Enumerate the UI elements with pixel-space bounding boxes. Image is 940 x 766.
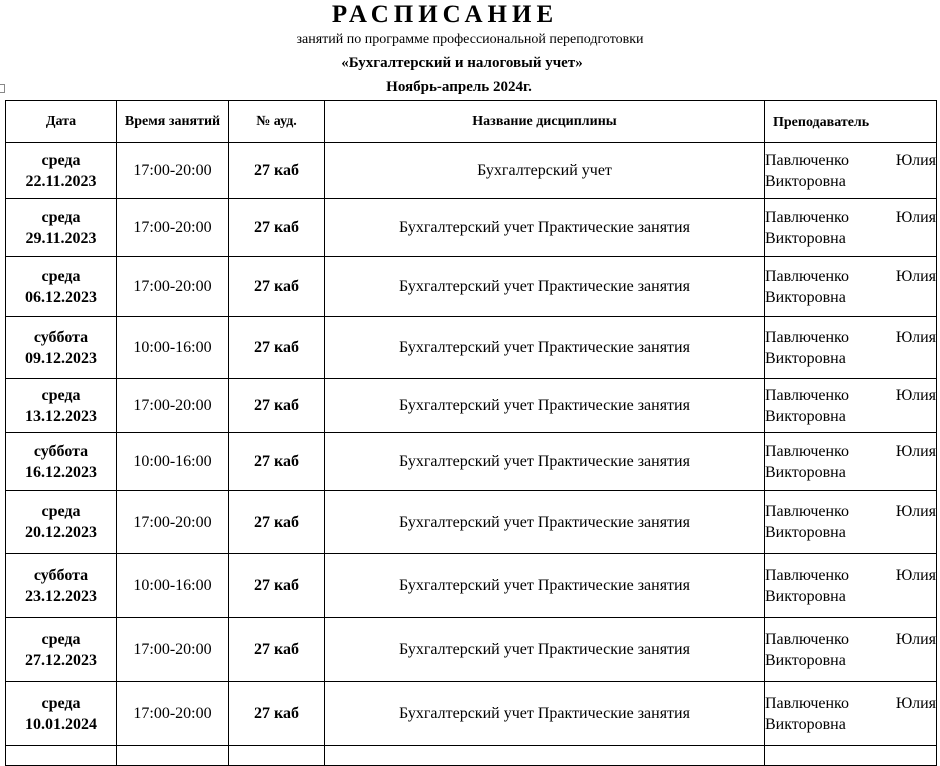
date-cell [6, 257, 117, 317]
date-cell [6, 317, 117, 379]
time-cell: 17:00-20:00 [117, 143, 229, 199]
weekday: среда [41, 503, 81, 520]
document-title: РАСПИСАНИЕ [331, 1, 559, 28]
document-subtitle: занятий по программе профессиональной переподготовки [296, 32, 644, 47]
time-cell: 17:00-20:00 [117, 199, 229, 257]
table-row [6, 257, 937, 317]
table-row [6, 682, 937, 746]
room-cell: 27 каб [229, 257, 325, 317]
room-cell: 27 каб [229, 618, 325, 682]
teacher-cell: Павлюченко Юлия Викторовна [765, 433, 937, 491]
column-header-date: Дата [6, 101, 117, 143]
table-row [6, 379, 937, 433]
teacher-cell: Павлюченко Юлия Викторовна [765, 554, 937, 618]
teacher-cell: Павлюченко Юлия Викторовна [765, 257, 937, 317]
date-cell [6, 199, 117, 257]
schedule-table [5, 100, 937, 766]
teacher-cell: Павлюченко Юлия Викторовна [765, 199, 937, 257]
date-value: 06.12.2023 [25, 288, 97, 306]
time-cell: 17:00-20:00 [117, 618, 229, 682]
column-header-room: № ауд. [229, 101, 325, 143]
table-row [6, 317, 937, 379]
teacher-cell: Павлюченко Юлия Викторовна [765, 491, 937, 554]
date-value: 09.12.2023 [25, 349, 97, 367]
discipline-cell: Бухгалтерский учет [325, 143, 765, 199]
date-value: 29.11.2023 [25, 229, 97, 247]
time-cell: 17:00-20:00 [117, 491, 229, 554]
date-value: 20.12.2023 [25, 524, 97, 541]
column-header-time: Время занятий [117, 101, 229, 143]
schedule-period: Ноябрь-апрель 2024г. [386, 79, 532, 95]
weekday: суббота [33, 566, 89, 584]
room-cell: 27 каб [229, 317, 325, 379]
table-row [6, 143, 937, 199]
time-cell: 10:00-16:00 [117, 433, 229, 491]
weekday: среда [41, 630, 81, 648]
date-value: 10.01.2024 [25, 715, 97, 733]
date-value: 13.12.2023 [25, 407, 97, 425]
discipline-cell: Бухгалтерский учет Практические занятия [325, 317, 765, 379]
date-value: 23.12.2023 [25, 587, 97, 605]
weekday: среда [41, 267, 81, 285]
teacher-cell: Павлюченко Юлия Викторовна [765, 379, 937, 433]
program-name: «Бухгалтерский и налоговый учет» [341, 55, 583, 71]
table-row [6, 199, 937, 257]
discipline-cell: Бухгалтерский учет Практические занятия [325, 554, 765, 618]
table-header-row [6, 101, 937, 143]
discipline-cell: Бухгалтерский учет Практические занятия [325, 433, 765, 491]
weekday: суббота [33, 328, 89, 346]
weekday: среда [41, 694, 81, 712]
weekday: среда [41, 151, 81, 169]
date-cell [6, 554, 117, 618]
room-cell: 27 каб [229, 433, 325, 491]
date-cell [6, 143, 117, 199]
date-value: 16.12.2023 [25, 463, 97, 481]
room-cell: 27 каб [229, 554, 325, 618]
table-move-handle[interactable] [0, 84, 5, 93]
table-row [6, 491, 937, 554]
weekday: среда [41, 386, 81, 404]
discipline-cell: Бухгалтерский учет Практические занятия [325, 491, 765, 554]
weekday: суббота [33, 442, 89, 460]
date-cell [6, 618, 117, 682]
date-cell [6, 433, 117, 491]
time-cell: 10:00-16:00 [117, 554, 229, 618]
time-cell: 17:00-20:00 [117, 257, 229, 317]
time-cell: 17:00-20:00 [117, 379, 229, 433]
weekday: среда [41, 208, 81, 226]
discipline-cell: Бухгалтерский учет Практические занятия [325, 257, 765, 317]
room-cell: 27 каб [229, 682, 325, 746]
column-header-teacher: Преподаватель [765, 101, 937, 143]
table-row [6, 554, 937, 618]
room-cell: 27 каб [229, 491, 325, 554]
discipline-cell: Бухгалтерский учет Практические занятия [325, 379, 765, 433]
room-cell: 27 каб [229, 379, 325, 433]
date-value: 27.12.2023 [25, 651, 97, 669]
table-row [6, 618, 937, 682]
time-cell: 17:00-20:00 [117, 682, 229, 746]
teacher-cell: Павлюченко Юлия Викторовна [765, 317, 937, 379]
date-cell [6, 682, 117, 746]
teacher-cell: Павлюченко Юлия Викторовна [765, 618, 937, 682]
time-cell: 10:00-16:00 [117, 317, 229, 379]
teacher-cell: Павлюченко Юлия Викторовна [765, 682, 937, 746]
discipline-cell: Бухгалтерский учет Практические занятия [325, 618, 765, 682]
discipline-cell: Бухгалтерский учет Практические занятия [325, 199, 765, 257]
date-cell [6, 379, 117, 433]
teacher-cell: Павлюченко Юлия Викторовна [765, 143, 937, 199]
date-cell [6, 491, 117, 554]
table-row [6, 433, 937, 491]
room-cell: 27 каб [229, 199, 325, 257]
discipline-cell: Бухгалтерский учет Практические занятия [325, 682, 765, 746]
date-value: 22.11.2023 [25, 172, 97, 190]
column-header-discipline: Название дисциплины [325, 101, 765, 143]
room-cell: 27 каб [229, 143, 325, 199]
